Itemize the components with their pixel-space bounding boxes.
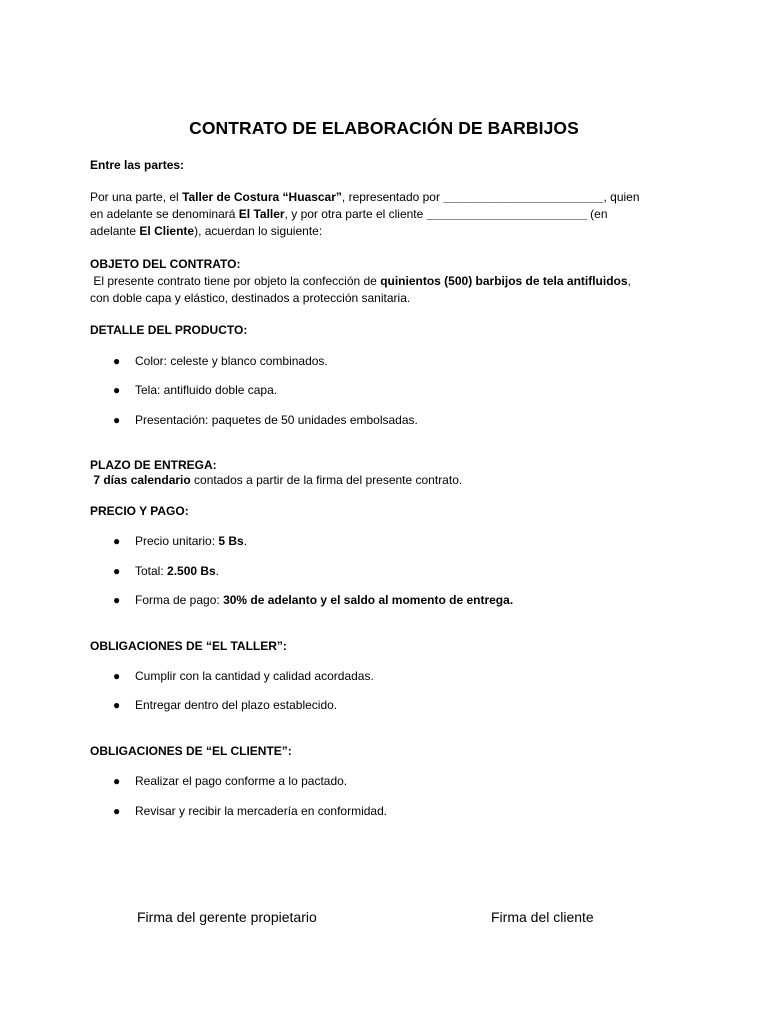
text: Por una parte, el xyxy=(90,190,183,204)
bullet: ● xyxy=(113,774,121,788)
text: ), acuerdan lo siguiente: xyxy=(194,224,323,238)
text: . xyxy=(243,534,248,548)
bullet: ● xyxy=(113,413,121,427)
list-item-payment xyxy=(135,592,513,609)
plazo-line xyxy=(90,472,680,489)
parties-line-1 xyxy=(90,189,680,206)
total-value: 2.500 Bs xyxy=(167,564,216,578)
signature-client-label: Firma del cliente xyxy=(491,909,594,925)
text: , quien xyxy=(603,190,640,204)
objeto-line-1 xyxy=(90,273,680,290)
payment-terms: 30% de adelanto y el saldo al momento de entrega. xyxy=(223,593,514,607)
obligaciones-taller-heading: OBLIGACIONES DE “EL TALLER”: xyxy=(90,639,287,653)
precio-heading: PRECIO Y PAGO: xyxy=(90,504,189,518)
text: contados a partir de la firma del presente contrato. xyxy=(190,473,463,487)
list-item: Revisar y recibir la mercadería en conformidad. xyxy=(135,804,388,818)
list-item: Entregar dentro del plazo establecido. xyxy=(135,698,338,712)
list-item: Color: celeste y blanco combinados. xyxy=(135,354,328,368)
text: El presente contrato tiene por objeto la confección de xyxy=(90,274,381,288)
text: (en xyxy=(586,207,608,221)
bullet: ● xyxy=(113,383,121,397)
list-item: Tela: antifluido doble capa. xyxy=(135,383,278,397)
bullet: ● xyxy=(113,698,121,712)
bullet: ● xyxy=(113,354,121,368)
list-item: Realizar el pago conforme a lo pactado. xyxy=(135,774,348,788)
list-item: Presentación: paquetes de 50 unidades embolsadas. xyxy=(135,413,418,427)
plazo-days: 7 días calendario xyxy=(90,473,191,487)
taller-name: Taller de Costura “Huascar” xyxy=(182,190,342,204)
text: , xyxy=(627,274,631,288)
document-title: CONTRATO DE ELABORACIÓN DE BARBIJOS xyxy=(189,118,579,138)
objeto-line-2: con doble capa y elástico, destinados a protección sanitaria. xyxy=(90,291,411,305)
objeto-quantity: quinientos (500) barbijos de tela antifluidos xyxy=(380,274,628,288)
el-cliente-term: El Cliente xyxy=(139,224,195,238)
parties-line-2 xyxy=(90,206,680,223)
text: , y por otra parte el cliente xyxy=(284,207,427,221)
text: en adelante se denominará xyxy=(90,207,239,221)
bullet: ● xyxy=(113,804,121,818)
representative-blank: ________________________ xyxy=(443,190,604,204)
list-item: Cumplir con la cantidad y calidad acordadas. xyxy=(135,669,374,683)
bullet: ● xyxy=(113,593,121,607)
obligaciones-cliente-heading: OBLIGACIONES DE “EL CLIENTE”: xyxy=(90,744,292,758)
bullet: ● xyxy=(113,564,121,578)
list-item-total xyxy=(135,563,219,580)
objeto-heading: OBJETO DEL CONTRATO: xyxy=(90,257,241,271)
plazo-heading: PLAZO DE ENTREGA: xyxy=(90,458,217,472)
text: adelante xyxy=(90,224,140,238)
bullet: ● xyxy=(113,669,121,683)
list-item-unit-price xyxy=(135,533,247,550)
text: . xyxy=(215,564,220,578)
el-taller-term: El Taller xyxy=(238,207,285,221)
parties-line-3 xyxy=(90,223,680,240)
unit-price-value: 5 Bs xyxy=(218,534,244,548)
text: , representado por xyxy=(341,190,444,204)
text: Forma de pago: xyxy=(135,593,224,607)
text: Total: xyxy=(135,564,168,578)
detalle-heading: DETALLE DEL PRODUCTO: xyxy=(90,323,248,337)
client-blank: ________________________ xyxy=(426,207,587,221)
signature-owner-label: Firma del gerente propietario xyxy=(137,909,317,925)
bullet: ● xyxy=(113,534,121,548)
parties-heading: Entre las partes: xyxy=(90,158,185,172)
text: Precio unitario: xyxy=(135,534,219,548)
